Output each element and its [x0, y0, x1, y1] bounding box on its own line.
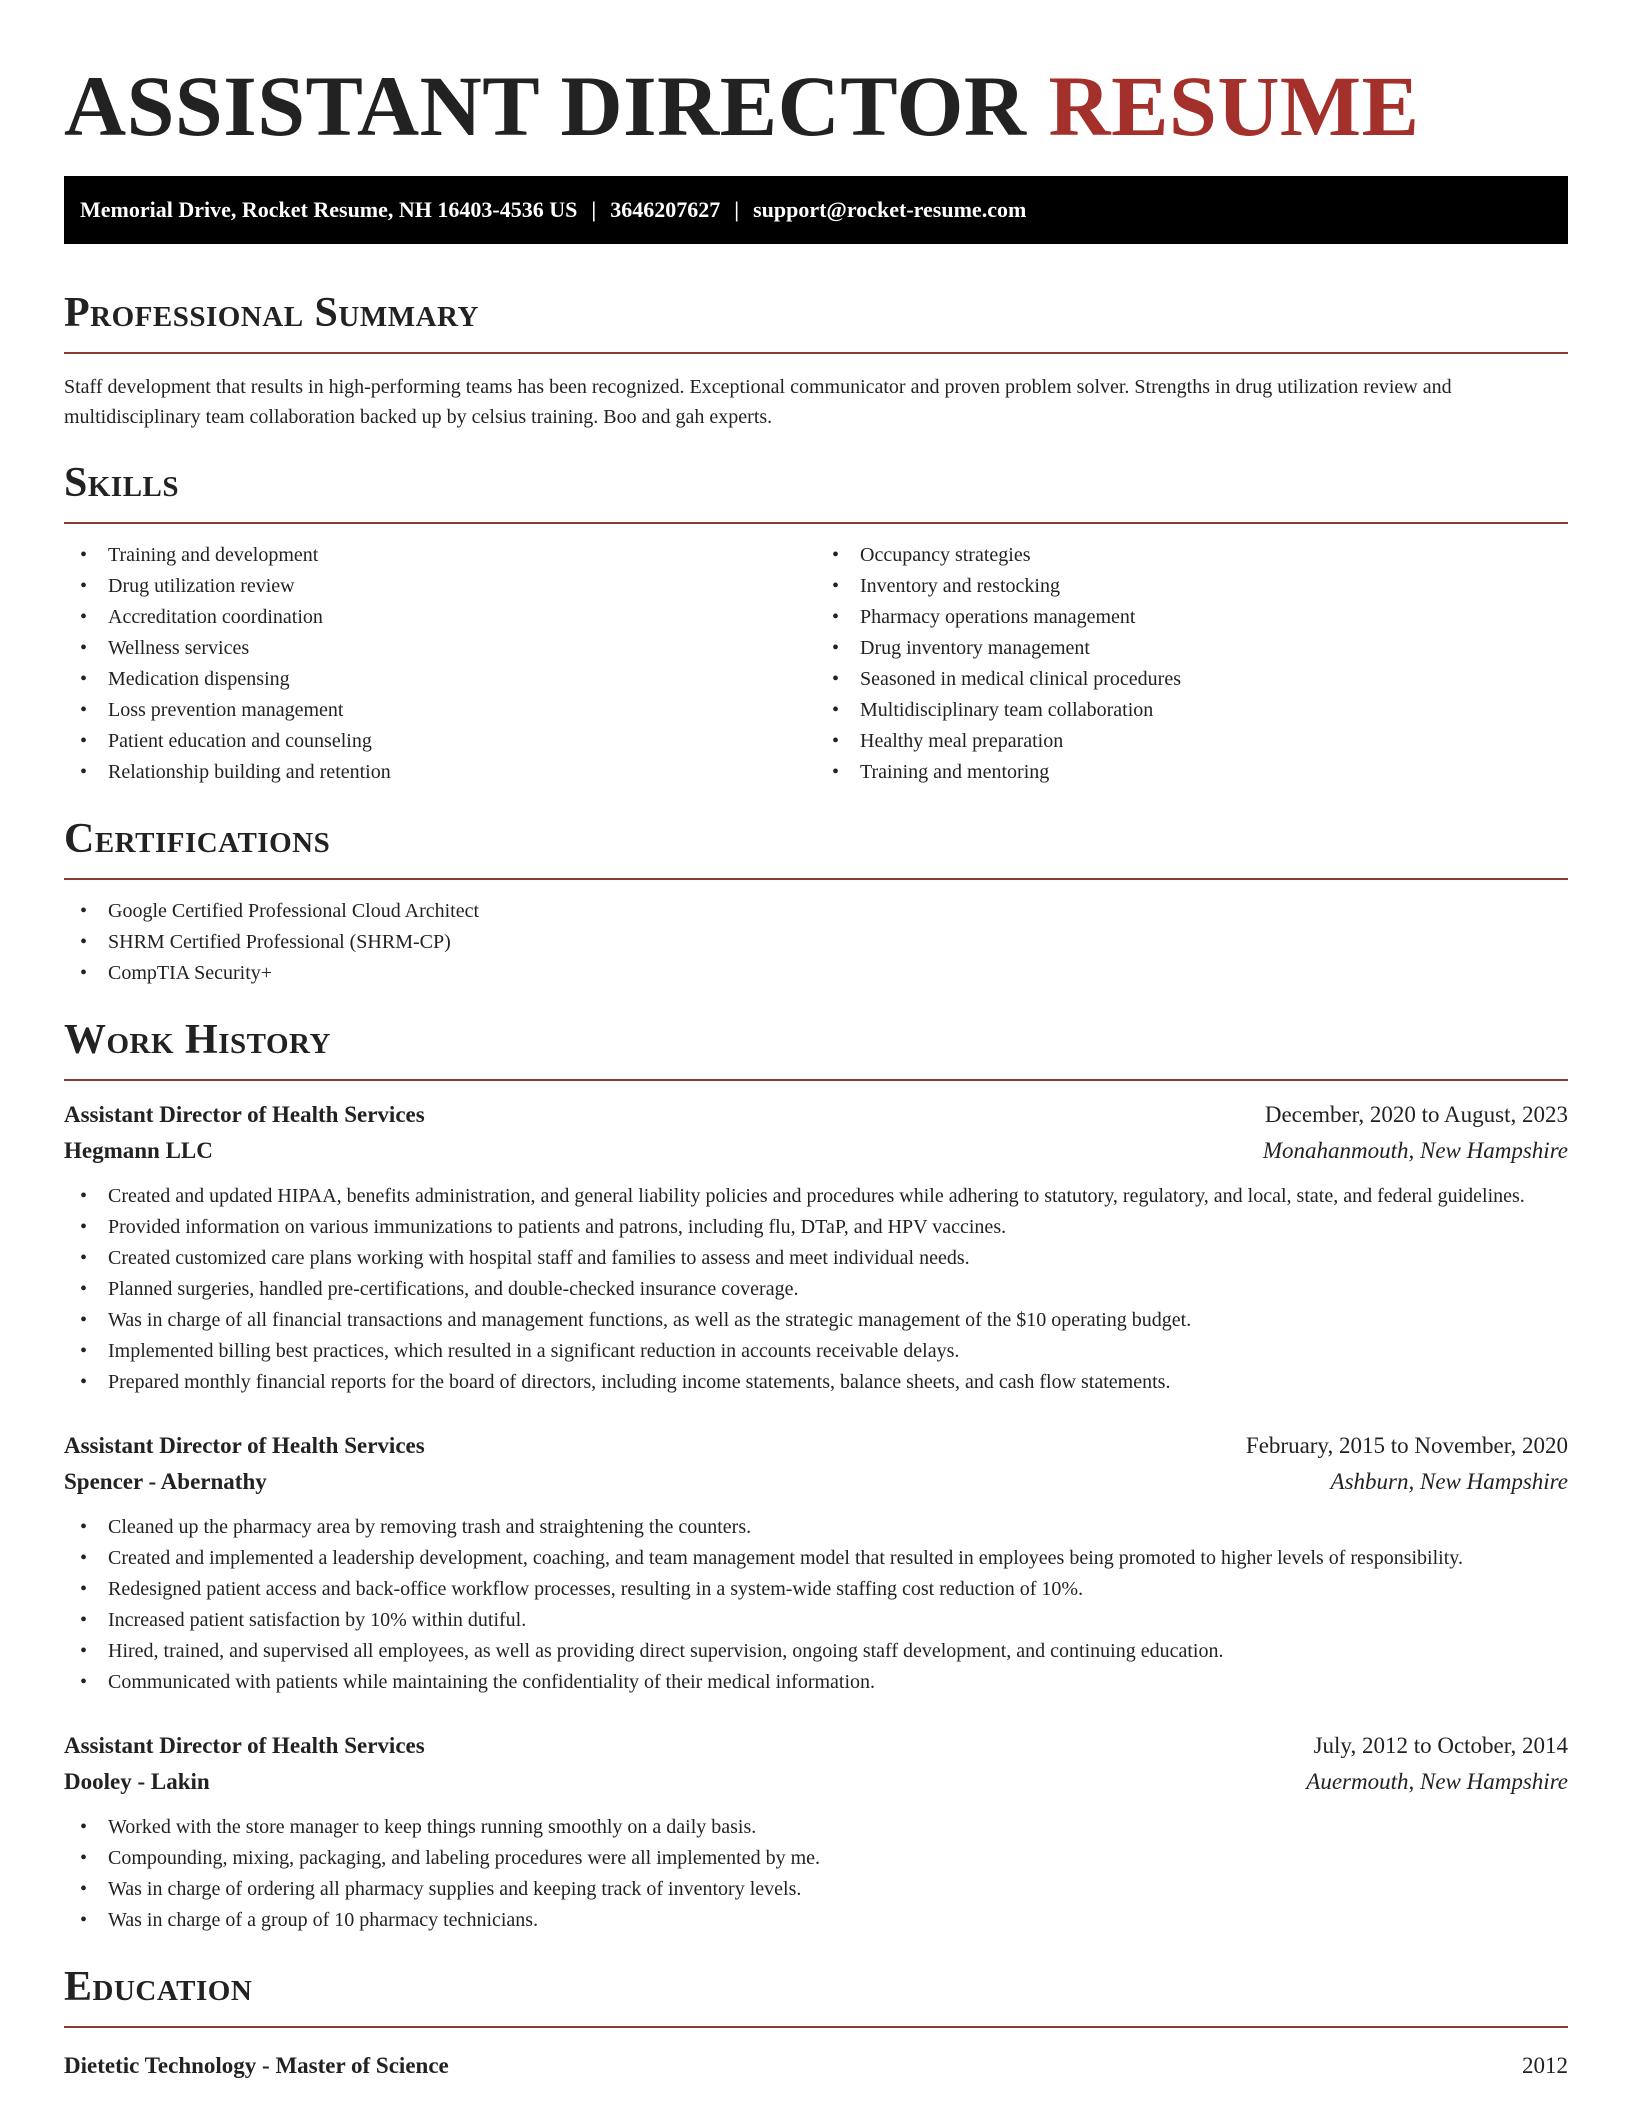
job-duty: • Increased patient satisfaction by 10% within dutiful.: [64, 1605, 1568, 1636]
job-duties: [64, 1181, 1568, 1398]
certifications-list: [64, 896, 1568, 989]
skills-columns: [64, 540, 1568, 788]
job-duty: • Worked with the store manager to keep things running smoothly on a daily basis.: [64, 1812, 1568, 1843]
job-duty: • Communicated with patients while maintaining the confidentiality of their medical information.: [64, 1667, 1568, 1698]
job-duty: • Hired, trained, and supervised all employees, as well as providing direct supervision, ongoing staff development, and continuing education.: [64, 1636, 1568, 1667]
job-duty: • Cleaned up the pharmacy area by removing trash and straightening the counters.: [64, 1512, 1568, 1543]
job-entry: [64, 1097, 1568, 1398]
job-duty: • Created and implemented a leadership development, coaching, and team management model that resulted in employees being promoted to higher levels of responsibility.: [64, 1543, 1568, 1574]
job-header: [64, 1097, 1568, 1133]
skill-item: • Multidisciplinary team collaboration: [816, 695, 1568, 726]
contact-separator: |: [734, 197, 740, 222]
skills-section: [64, 458, 1568, 788]
job-duty: • Was in charge of all financial transactions and management functions, as well as the strategic management of the $10 operating budget.: [64, 1305, 1568, 1336]
job-duty: • Created and updated HIPAA, benefits administration, and general liability policies and procedures while adhering to statutory, regulatory, and local, state, and federal guidelines.: [64, 1181, 1568, 1212]
certifications-section: [64, 814, 1568, 989]
contact-bar: [64, 176, 1568, 244]
summary-heading: Professional Summary: [64, 290, 479, 336]
job-duty: • Was in charge of a group of 10 pharmacy technicians.: [64, 1905, 1568, 1936]
contact-email: support@rocket-resume.com: [753, 197, 1027, 222]
education-degree: Dietetic Technology - Master of Science: [64, 2053, 449, 2078]
work-history-section: [64, 1015, 1568, 1936]
job-duties: [64, 1812, 1568, 1936]
skill-item: • Seasoned in medical clinical procedures: [816, 664, 1568, 695]
skill-item: • Medication dispensing: [64, 664, 816, 695]
job-company: Hegmann LLC: [64, 1138, 213, 1163]
job-duty: • Compounding, mixing, packaging, and labeling procedures were all implemented by me.: [64, 1843, 1568, 1874]
job-dates: July, 2012 to October, 2014: [1313, 1733, 1568, 1758]
section-divider: [64, 2026, 1568, 2028]
job-title: Assistant Director of Health Services: [64, 1733, 425, 1758]
education-entry: [64, 2048, 1568, 2084]
job-title: Assistant Director of Health Services: [64, 1433, 425, 1458]
education-year: 2012: [1522, 2053, 1568, 2078]
job-dates: December, 2020 to August, 2023: [1264, 1102, 1568, 1127]
skill-item: • Occupancy strategies: [816, 540, 1568, 571]
job-duty: • Provided information on various immunizations to patients and patrons, including flu, DTaP, and HPV vaccines.: [64, 1212, 1568, 1243]
skill-item: • Accreditation coordination: [64, 602, 816, 633]
job-subheader: [64, 1764, 1568, 1800]
skill-item: • Inventory and restocking: [816, 571, 1568, 602]
job-header: [64, 1728, 1568, 1764]
job-dates: February, 2015 to November, 2020: [1245, 1433, 1568, 1458]
certification-item: • Google Certified Professional Cloud Architect: [64, 896, 1568, 927]
job-company: Spencer - Abernathy: [64, 1469, 267, 1494]
title-main: ASSISTANT DIRECTOR: [64, 58, 1027, 154]
job-subheader: [64, 1133, 1568, 1169]
job-duty: • Implemented billing best practices, which resulted in a significant reduction in accounts receivable delays.: [64, 1336, 1568, 1367]
skill-item: • Wellness services: [64, 633, 816, 664]
job-duty: • Redesigned patient access and back-office workflow processes, resulting in a system-wide staffing cost reduction of 10%.: [64, 1574, 1568, 1605]
resume-title: [64, 0, 1568, 156]
summary-text: Staff development that results in high-performing teams has been recognized. Exceptional communicator and proven problem solver. Strengths in drug utilization review and multidisciplinary team collaboration backed up by celsius training. Boo and gah experts.: [64, 376, 1452, 428]
section-divider: [64, 522, 1568, 524]
skills-list-right: [816, 540, 1568, 788]
education-heading: Education: [64, 1964, 253, 2010]
job-duty: • Planned surgeries, handled pre-certifications, and double-checked insurance coverage.: [64, 1274, 1568, 1305]
education-section: [64, 1962, 1568, 2084]
job-duty: • Was in charge of ordering all pharmacy supplies and keeping track of inventory levels.: [64, 1874, 1568, 1905]
skill-item: • Relationship building and retention: [64, 757, 816, 788]
certification-item: • CompTIA Security+: [64, 958, 1568, 989]
section-divider: [64, 878, 1568, 880]
contact-phone: 3646207627: [610, 197, 721, 222]
certification-item: • SHRM Certified Professional (SHRM-CP): [64, 927, 1568, 958]
section-divider: [64, 352, 1568, 354]
skill-item: • Loss prevention management: [64, 695, 816, 726]
skills-heading: Skills: [64, 460, 180, 506]
job-subheader: [64, 1464, 1568, 1500]
skill-item: • Drug utilization review: [64, 571, 816, 602]
skill-item: • Drug inventory management: [816, 633, 1568, 664]
job-duty: • Created customized care plans working with hospital staff and families to assess and meet individual needs.: [64, 1243, 1568, 1274]
contact-address: Memorial Drive, Rocket Resume, NH 16403-4536 US: [80, 197, 578, 222]
job-header: [64, 1428, 1568, 1464]
skills-list-left: [64, 540, 816, 788]
skill-item: • Pharmacy operations management: [816, 602, 1568, 633]
job-entry: [64, 1428, 1568, 1698]
title-accent: RESUME: [1048, 58, 1420, 154]
job-title: Assistant Director of Health Services: [64, 1102, 425, 1127]
skill-item: • Patient education and counseling: [64, 726, 816, 757]
job-duties: [64, 1512, 1568, 1698]
section-divider: [64, 1079, 1568, 1081]
job-location: Auermouth, New Hampshire: [1306, 1769, 1568, 1794]
certifications-heading: Certifications: [64, 816, 331, 862]
contact-separator: |: [591, 197, 597, 222]
job-duty: • Prepared monthly financial reports for the board of directors, including income statements, balance sheets, and cash flow statements.: [64, 1367, 1568, 1398]
work-history-heading: Work History: [64, 1017, 331, 1063]
skill-item: • Healthy meal preparation: [816, 726, 1568, 757]
skill-item: • Training and development: [64, 540, 816, 571]
job-location: Ashburn, New Hampshire: [1330, 1469, 1568, 1494]
summary-section: [64, 288, 1568, 432]
job-location: Monahanmouth, New Hampshire: [1262, 1138, 1568, 1163]
skill-item: • Training and mentoring: [816, 757, 1568, 788]
job-company: Dooley - Lakin: [64, 1769, 210, 1794]
job-entry: [64, 1728, 1568, 1936]
